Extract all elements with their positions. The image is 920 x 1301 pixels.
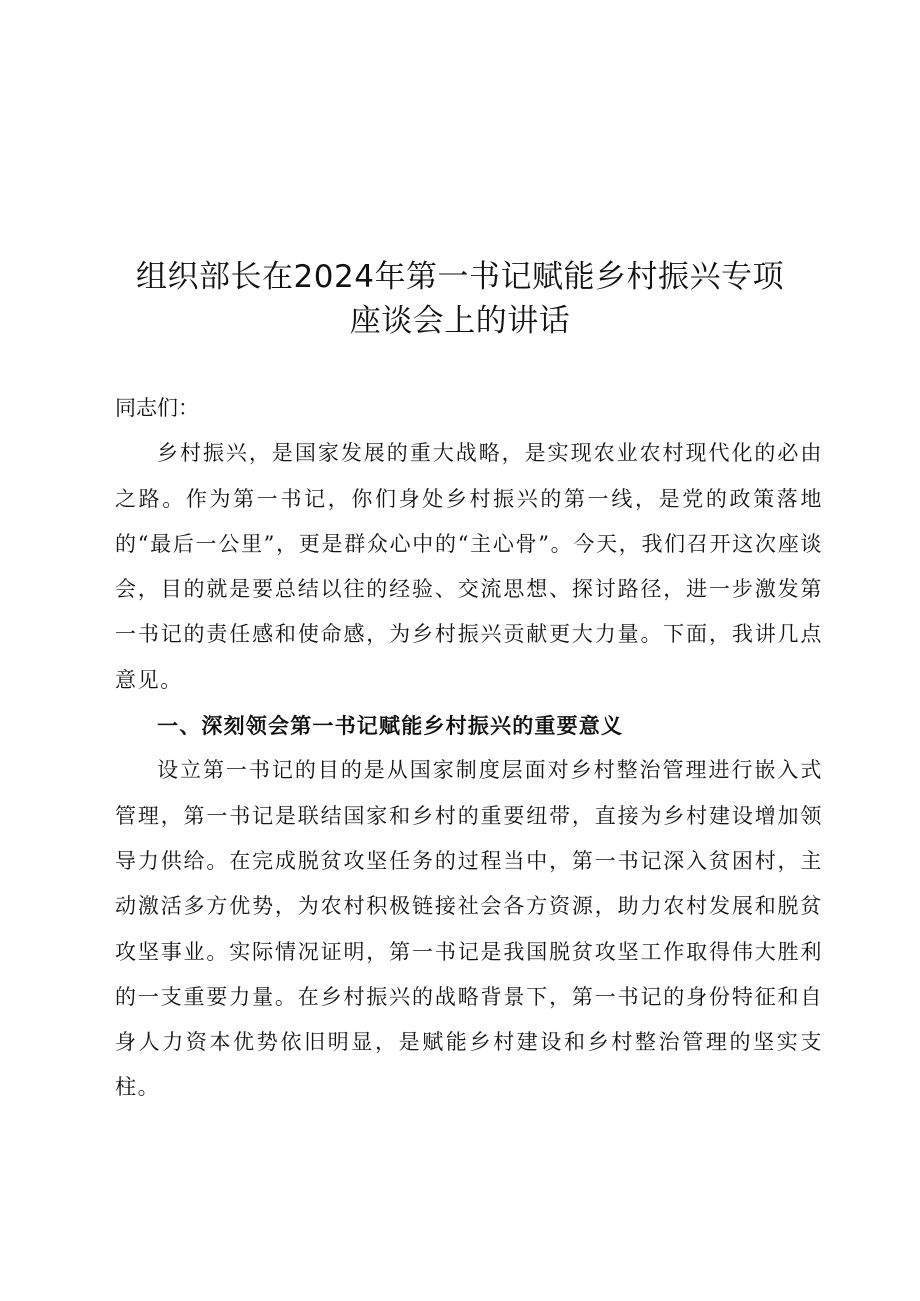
section-heading-1: 一、深刻领会第一书记赋能乡村振兴的重要意义	[157, 713, 624, 739]
salutation: 同志们：	[115, 396, 199, 420]
document-title	[100, 255, 820, 343]
paragraph-intro: 乡村振兴，是国家发展的重大战略，是实现农业农村现代化的必由之路。作为第一书记，你们身处乡村振兴的第一线，是党的政策落地的“最后一公里”，更是群众心中的“主心骨”。今天，我们召开这次座谈会，目的就是要总结以往的经验、交流思想、探讨路径，进一步激发第一书记的责任感和使命感，为乡村振兴贡献更大力量。下面，我讲几点意见。	[115, 441, 823, 692]
title-line-1: 组织部长在2024年第一书记赋能乡村振兴专项	[136, 259, 784, 295]
document-body	[115, 386, 823, 1111]
paragraph-section-1: 设立第一书记的目的是从国家制度层面对乡村整治管理进行嵌入式管理，第一书记是联结国家和乡村的重要纽带，直接为乡村建设增加领导力供给。在完成脱贫攻坚任务的过程当中，第一书记深入贫困村，主动激活多方优势，为农村积极链接社会各方资源，助力农村发展和脱贫攻坚事业。实际情况证明，第一书记是我国脱贫攻坚工作取得伟大胜利的一支重要力量。在乡村振兴的战略背景下，第一书记的身份特征和自身人力资本优势依旧明显，是赋能乡村建设和乡村整治管理的坚实支柱。	[115, 758, 823, 1100]
title-line-2: 座谈会上的讲话	[349, 303, 571, 339]
